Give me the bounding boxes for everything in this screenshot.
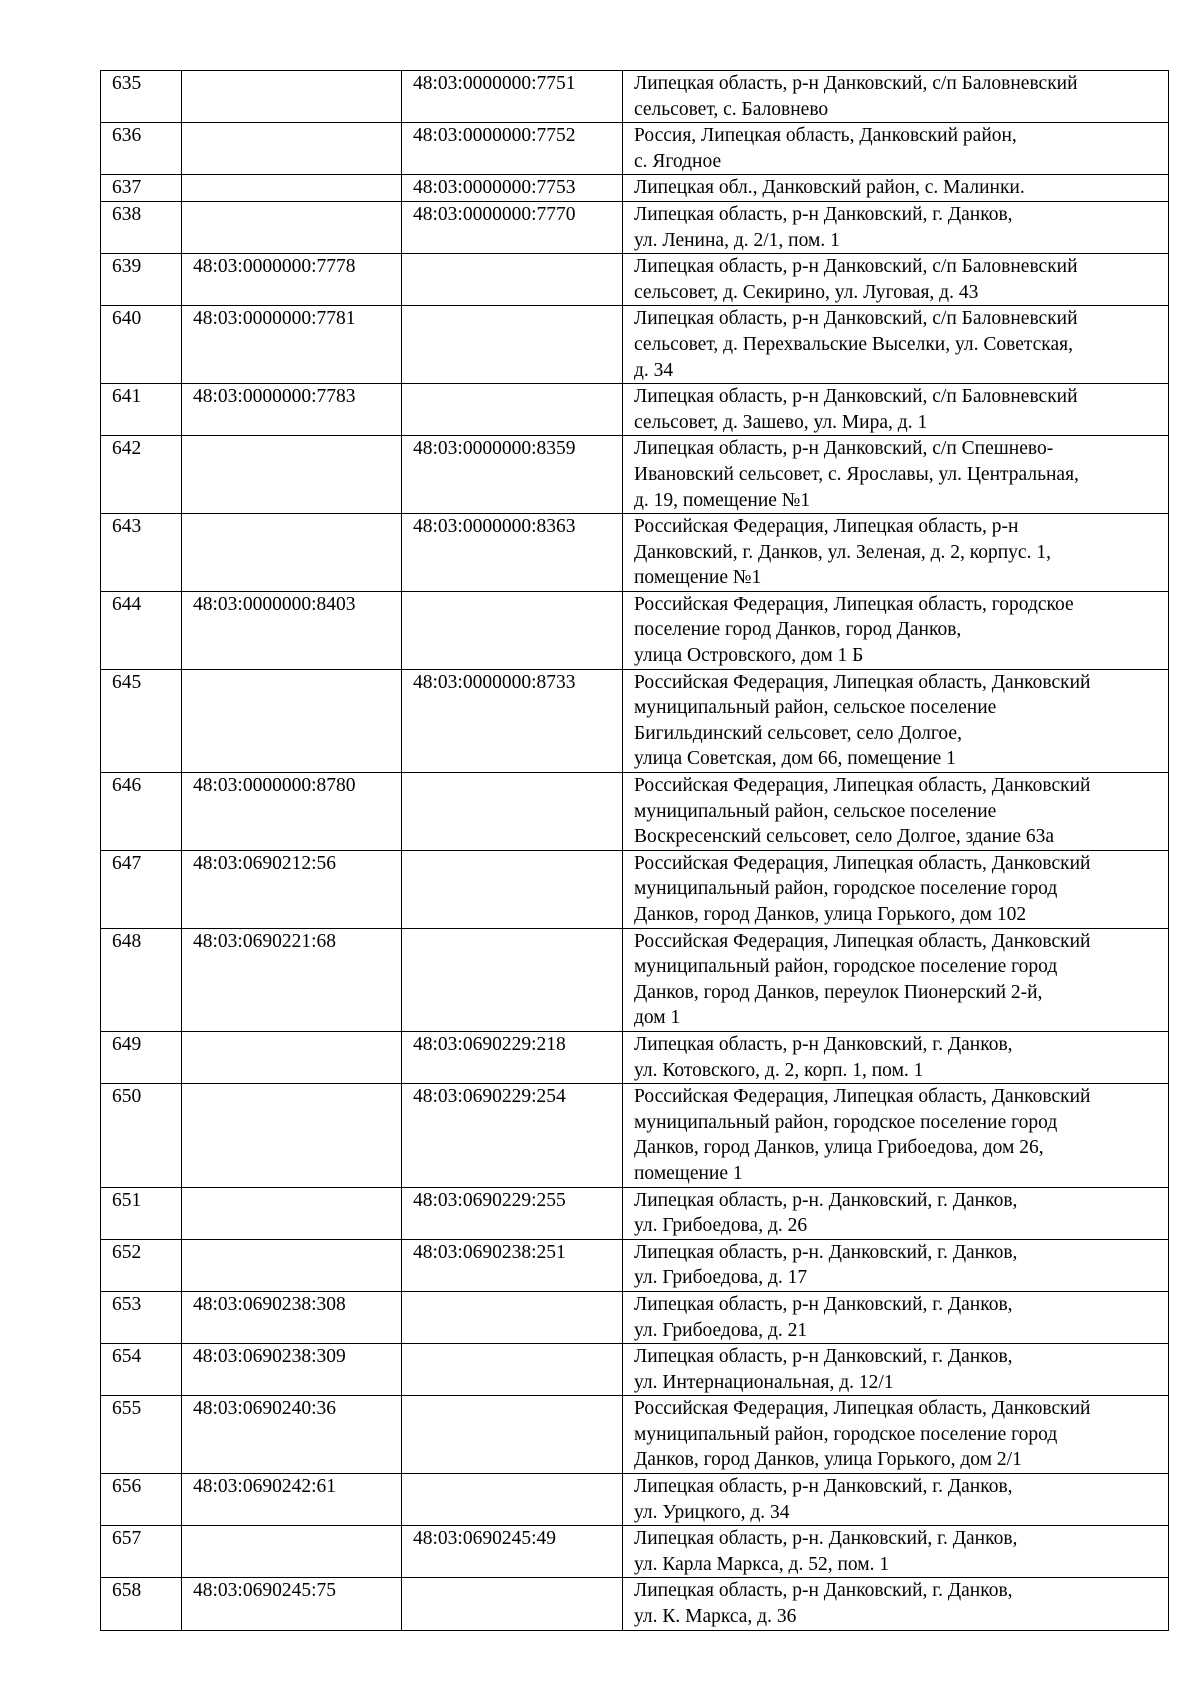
cadastral-number-a-cell: 48:03:0000000:7781	[182, 306, 402, 384]
address-line: ул. Интернациональная, д. 12/1	[634, 1371, 894, 1393]
cadastral-number-b-cell	[402, 773, 623, 851]
cadastral-number-a-cell	[182, 669, 402, 772]
cadastral-number-a-cell: 48:03:0000000:7778	[182, 254, 402, 306]
address-line: Российская Федерация, Липецкая область, городское	[634, 593, 1074, 615]
address-line: Липецкая область, р-н Данковский, г. Данков,	[634, 1346, 1013, 1368]
cadastral-number-b-cell: 48:03:0000000:7752	[402, 123, 623, 175]
cadastral-number-a-cell: 48:03:0000000:8780	[182, 773, 402, 851]
cadastral-number-b-cell: 48:03:0000000:7753	[402, 175, 623, 202]
cadastral-number-b-cell	[402, 306, 623, 384]
cadastral-number-b-cell	[402, 254, 623, 306]
address-line: ул. Карла Маркса, д. 52, пом. 1	[634, 1553, 890, 1575]
table-row	[101, 928, 1169, 1031]
cadastral-number-a-cell: 48:03:0000000:8403	[182, 591, 402, 669]
cadastral-number-a-cell	[182, 1526, 402, 1578]
table-row	[101, 850, 1169, 928]
document-page	[100, 70, 1168, 1631]
address-cell	[623, 669, 1169, 772]
address-line: Российская Федерация, Липецкая область, р-н	[634, 516, 1019, 538]
address-cell	[623, 1084, 1169, 1187]
row-number-cell: 640	[101, 306, 182, 384]
address-line: Липецкая область, р-н Данковский, с/п Баловневский	[634, 308, 1078, 330]
cadastral-number-b-cell: 48:03:0000000:8733	[402, 669, 623, 772]
address-line: улица Островского, дом 1 Б	[634, 645, 864, 667]
cadastral-number-b-cell: 48:03:0000000:7751	[402, 71, 623, 123]
row-number-cell: 655	[101, 1396, 182, 1474]
table-row	[101, 1474, 1169, 1526]
row-number-cell: 636	[101, 123, 182, 175]
row-number-cell: 638	[101, 201, 182, 253]
cadastral-number-b-cell: 48:03:0690229:255	[402, 1187, 623, 1239]
row-number-cell: 639	[101, 254, 182, 306]
cadastral-number-b-cell	[402, 1396, 623, 1474]
cadastral-number-b-cell: 48:03:0000000:7770	[402, 201, 623, 253]
address-line: ул. Урицкого, д. 34	[634, 1501, 790, 1523]
cadastral-number-b-cell	[402, 1291, 623, 1343]
address-line: Липецкая область, р-н. Данковский, г. Данков,	[634, 1528, 1018, 1550]
address-cell	[623, 71, 1169, 123]
cadastral-number-b-cell	[402, 1578, 623, 1630]
address-cell	[623, 306, 1169, 384]
address-line: ул. Грибоедова, д. 26	[634, 1215, 808, 1237]
cadastral-number-a-cell: 48:03:0690238:308	[182, 1291, 402, 1343]
table-row	[101, 1239, 1169, 1291]
address-cell	[623, 1526, 1169, 1578]
address-line: Липецкая обл., Данковский район, с. Малинки.	[634, 177, 1025, 199]
address-line: Липецкая область, р-н. Данковский, г. Данков,	[634, 1189, 1018, 1211]
cadastral-number-b-cell	[402, 384, 623, 436]
cadastral-number-b-cell: 48:03:0690245:49	[402, 1526, 623, 1578]
address-line: ул. Грибоедова, д. 21	[634, 1319, 808, 1341]
row-number-cell: 649	[101, 1031, 182, 1083]
row-number-cell: 637	[101, 175, 182, 202]
table-row	[101, 514, 1169, 592]
table-row	[101, 306, 1169, 384]
row-number-cell: 657	[101, 1526, 182, 1578]
address-line: ул. К. Маркса, д. 36	[634, 1606, 797, 1628]
address-line: Воскресенский сельсовет, село Долгое, здание 63а	[634, 826, 1055, 848]
row-number-cell: 653	[101, 1291, 182, 1343]
cadastral-number-b-cell	[402, 850, 623, 928]
table-row	[101, 669, 1169, 772]
cadastral-number-a-cell: 48:03:0690238:309	[182, 1344, 402, 1396]
cadastral-number-a-cell	[182, 514, 402, 592]
address-cell	[623, 1239, 1169, 1291]
registry-body	[101, 71, 1169, 1631]
address-cell	[623, 773, 1169, 851]
address-line: Российская Федерация, Липецкая область, Данковский	[634, 1086, 1091, 1108]
row-number-cell: 641	[101, 384, 182, 436]
address-line: Российская Федерация, Липецкая область, Данковский	[634, 930, 1091, 952]
address-cell	[623, 514, 1169, 592]
address-line: улица Советская, дом 66, помещение 1	[634, 748, 956, 770]
row-number-cell: 646	[101, 773, 182, 851]
cadastral-number-a-cell: 48:03:0000000:7783	[182, 384, 402, 436]
cadastral-number-a-cell: 48:03:0690245:75	[182, 1578, 402, 1630]
row-number-cell: 650	[101, 1084, 182, 1187]
row-number-cell: 643	[101, 514, 182, 592]
address-line: муниципальный район, городское поселение город	[634, 1423, 1058, 1445]
table-row	[101, 1526, 1169, 1578]
row-number-cell: 651	[101, 1187, 182, 1239]
address-line: помещение 1	[634, 1162, 743, 1184]
address-line: Липецкая область, р-н Данковский, г. Данков,	[634, 203, 1013, 225]
address-cell	[623, 850, 1169, 928]
address-line: Данков, город Данков, улица Грибоедова, дом 26,	[634, 1137, 1044, 1159]
address-cell	[623, 591, 1169, 669]
address-cell	[623, 1578, 1169, 1630]
cadastral-number-a-cell: 48:03:0690242:61	[182, 1474, 402, 1526]
address-cell	[623, 384, 1169, 436]
table-row	[101, 1344, 1169, 1396]
table-row	[101, 384, 1169, 436]
address-line: Данков, город Данков, улица Горького, дом 2/1	[634, 1449, 1022, 1471]
cadastral-number-a-cell	[182, 1084, 402, 1187]
address-cell	[623, 1474, 1169, 1526]
address-line: Российская Федерация, Липецкая область, Данковский	[634, 852, 1091, 874]
property-registry-table	[100, 70, 1169, 1631]
row-number-cell: 648	[101, 928, 182, 1031]
table-row	[101, 201, 1169, 253]
row-number-cell: 644	[101, 591, 182, 669]
cadastral-number-a-cell	[182, 436, 402, 514]
cadastral-number-b-cell	[402, 1344, 623, 1396]
cadastral-number-b-cell	[402, 1474, 623, 1526]
row-number-cell: 645	[101, 669, 182, 772]
address-line: муниципальный район, сельское поселение	[634, 800, 997, 822]
cadastral-number-b-cell: 48:03:0000000:8363	[402, 514, 623, 592]
table-row	[101, 1291, 1169, 1343]
table-row	[101, 123, 1169, 175]
address-cell	[623, 436, 1169, 514]
address-line: дом 1	[634, 1007, 681, 1029]
table-row	[101, 1578, 1169, 1630]
address-cell	[623, 123, 1169, 175]
cadastral-number-b-cell: 48:03:0000000:8359	[402, 436, 623, 514]
address-line: муниципальный район, городское поселение город	[634, 1111, 1058, 1133]
address-cell	[623, 1291, 1169, 1343]
address-line: Данков, город Данков, переулок Пионерский 2-й,	[634, 981, 1043, 1003]
cadastral-number-b-cell: 48:03:0690229:254	[402, 1084, 623, 1187]
cadastral-number-a-cell	[182, 123, 402, 175]
address-line: Российская Федерация, Липецкая область, Данковский	[634, 775, 1091, 797]
address-line: с. Ягодное	[634, 150, 722, 172]
cadastral-number-b-cell: 48:03:0690229:218	[402, 1031, 623, 1083]
row-number-cell: 635	[101, 71, 182, 123]
cadastral-number-b-cell: 48:03:0690238:251	[402, 1239, 623, 1291]
address-cell	[623, 1031, 1169, 1083]
table-row	[101, 1031, 1169, 1083]
address-line: ул. Ленина, д. 2/1, пом. 1	[634, 229, 840, 251]
address-line: сельсовет, д. Перехвальские Выселки, ул. Советская,	[634, 333, 1073, 355]
cadastral-number-a-cell	[182, 175, 402, 202]
row-number-cell: 656	[101, 1474, 182, 1526]
cadastral-number-a-cell	[182, 71, 402, 123]
address-line: Липецкая область, р-н Данковский, с/п Спешнево-	[634, 438, 1054, 460]
table-row	[101, 175, 1169, 202]
cadastral-number-a-cell: 48:03:0690240:36	[182, 1396, 402, 1474]
cadastral-number-a-cell	[182, 201, 402, 253]
cadastral-number-b-cell	[402, 591, 623, 669]
address-cell	[623, 254, 1169, 306]
address-line: Липецкая область, р-н. Данковский, г. Данков,	[634, 1241, 1018, 1263]
address-line: муниципальный район, городское поселение город	[634, 878, 1058, 900]
table-row	[101, 1396, 1169, 1474]
address-cell	[623, 1396, 1169, 1474]
address-line: Бигильдинский сельсовет, село Долгое,	[634, 722, 962, 744]
address-line: д. 34	[634, 359, 674, 381]
table-row	[101, 1084, 1169, 1187]
table-row	[101, 254, 1169, 306]
address-line: поселение город Данков, город Данков,	[634, 619, 962, 641]
table-row	[101, 1187, 1169, 1239]
cadastral-number-a-cell: 48:03:0690221:68	[182, 928, 402, 1031]
cadastral-number-a-cell: 48:03:0690212:56	[182, 850, 402, 928]
address-line: ул. Грибоедова, д. 17	[634, 1267, 808, 1289]
address-line: Липецкая область, р-н Данковский, с/п Баловневский	[634, 256, 1078, 278]
row-number-cell: 647	[101, 850, 182, 928]
address-line: сельсовет, с. Баловнево	[634, 98, 829, 120]
address-line: Липецкая область, р-н Данковский, с/п Баловневский	[634, 73, 1078, 94]
address-line: ул. Котовского, д. 2, корп. 1, пом. 1	[634, 1059, 924, 1081]
row-number-cell: 642	[101, 436, 182, 514]
address-line: Россия, Липецкая область, Данковский район,	[634, 125, 1017, 147]
address-line: Липецкая область, р-н Данковский, г. Данков,	[634, 1476, 1013, 1498]
address-line: муниципальный район, городское поселение город	[634, 956, 1058, 978]
address-line: Липецкая область, р-н Данковский, г. Данков,	[634, 1580, 1013, 1602]
address-cell	[623, 928, 1169, 1031]
address-line: Липецкая область, р-н Данковский, г. Данков,	[634, 1033, 1013, 1055]
address-cell	[623, 1187, 1169, 1239]
address-line: Ивановский сельсовет, с. Ярославы, ул. Центральная,	[634, 463, 1079, 485]
address-line: Российская Федерация, Липецкая область, Данковский	[634, 671, 1091, 693]
address-line: Данковский, г. Данков, ул. Зеленая, д. 2, корпус. 1,	[634, 541, 1051, 563]
address-line: сельсовет, д. Секирино, ул. Луговая, д. 43	[634, 281, 979, 303]
address-line: Российская Федерация, Липецкая область, Данковский	[634, 1398, 1091, 1420]
address-cell	[623, 1344, 1169, 1396]
row-number-cell: 658	[101, 1578, 182, 1630]
address-line: муниципальный район, сельское поселение	[634, 697, 997, 719]
row-number-cell: 654	[101, 1344, 182, 1396]
address-cell	[623, 175, 1169, 202]
table-row	[101, 71, 1169, 123]
address-line: помещение №1	[634, 567, 762, 589]
address-cell	[623, 201, 1169, 253]
address-line: Данков, город Данков, улица Горького, дом 102	[634, 904, 1027, 925]
cadastral-number-a-cell	[182, 1187, 402, 1239]
table-row	[101, 436, 1169, 514]
cadastral-number-b-cell	[402, 928, 623, 1031]
cadastral-number-a-cell	[182, 1031, 402, 1083]
address-line: Липецкая область, р-н Данковский, г. Данков,	[634, 1293, 1013, 1315]
address-line: д. 19, помещение №1	[634, 489, 811, 511]
row-number-cell: 652	[101, 1239, 182, 1291]
table-row	[101, 591, 1169, 669]
table-row	[101, 773, 1169, 851]
cadastral-number-a-cell	[182, 1239, 402, 1291]
address-line: Липецкая область, р-н Данковский, с/п Баловневский	[634, 386, 1078, 408]
address-line: сельсовет, д. Зашево, ул. Мира, д. 1	[634, 411, 928, 433]
